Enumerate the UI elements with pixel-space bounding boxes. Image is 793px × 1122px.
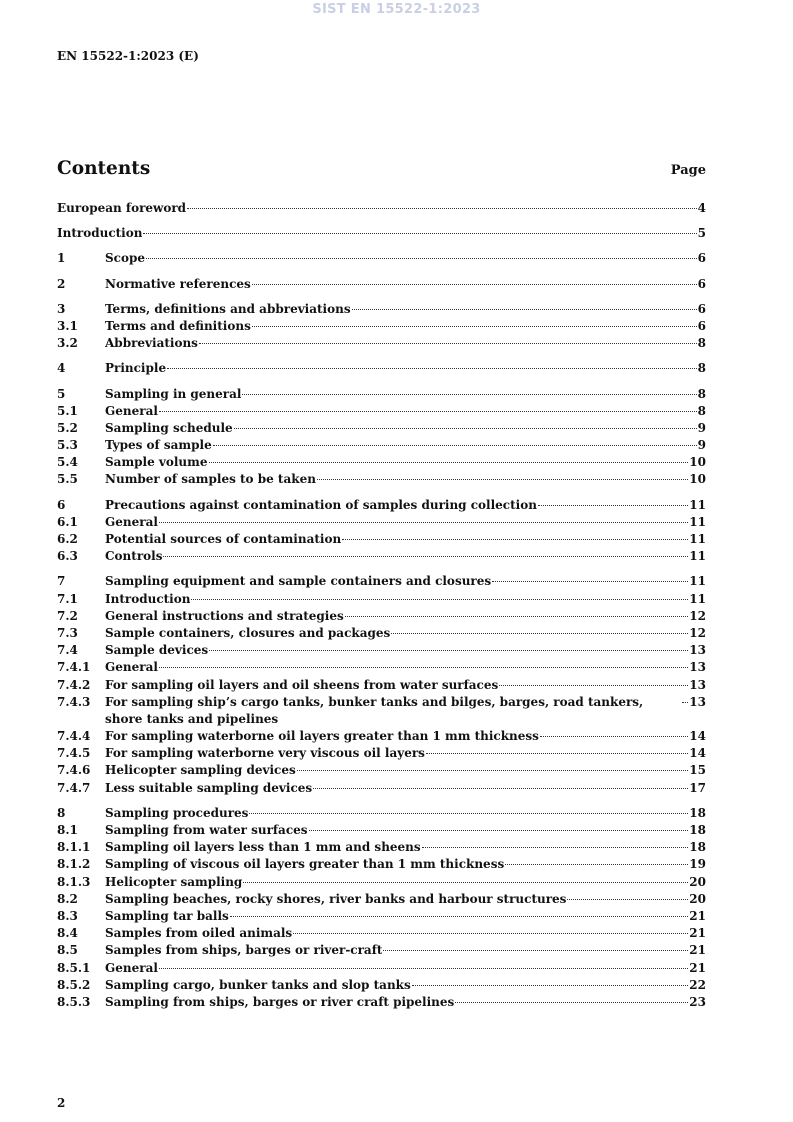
toc-dot-leader [146, 258, 697, 259]
contents-header [57, 158, 706, 184]
toc-dot-leader [426, 753, 688, 754]
toc-entry-page[interactable]: 4 [697, 201, 706, 215]
toc-entry-number: 8.3 [57, 908, 78, 923]
toc-dot-leader [252, 326, 697, 327]
toc-entry-title[interactable]: Sampling equipment and sample containers and closures [105, 574, 492, 589]
toc-entry-page[interactable]: 11 [689, 549, 706, 564]
toc-entry-title[interactable]: Helicopter sampling [105, 874, 243, 889]
toc-entry-page[interactable]: 23 [689, 994, 706, 1009]
toc-entry-page[interactable]: 6 [697, 301, 706, 316]
toc-entry-page[interactable]: 22 [689, 977, 706, 992]
toc-dot-leader [352, 309, 697, 310]
toc-entry-number: 7.2 [57, 608, 78, 623]
toc-entry-page[interactable]: 11 [689, 497, 706, 512]
toc-entry-title[interactable]: Sampling cargo, bunker tanks and slop tanks [105, 977, 411, 992]
toc-entry-number: 4 [57, 361, 66, 376]
toc-entry-number: 8.5.3 [57, 994, 91, 1009]
toc-entry-title[interactable]: Sampling oil layers less than 1 mm and sheens [105, 840, 421, 855]
toc-entry-page[interactable]: 18 [689, 840, 706, 855]
toc-entry[interactable] [57, 925, 706, 942]
toc-entry-number: 7.4.6 [57, 763, 91, 778]
toc-entry-page[interactable]: 14 [689, 729, 706, 744]
toc-entry-number: 8 [57, 805, 66, 820]
toc-entry-page[interactable]: 20 [689, 891, 706, 906]
toc-entry-page[interactable]: 18 [689, 823, 706, 838]
toc-entry-number: 6.3 [57, 549, 78, 564]
toc-entry-title[interactable]: Abbreviations [105, 336, 198, 351]
toc-dot-leader [242, 394, 696, 395]
toc-entry[interactable] [57, 822, 706, 839]
toc-dot-leader [567, 899, 688, 900]
page-number: 2 [57, 1096, 66, 1110]
toc-entry[interactable] [57, 301, 706, 318]
toc-dot-leader [345, 616, 689, 617]
toc-entry-title[interactable]: Terms and definitions [105, 318, 251, 333]
toc-entry-title[interactable]: Sampling schedule [105, 420, 233, 435]
toc-entry[interactable] [57, 994, 706, 1011]
toc-entry[interactable] [57, 548, 706, 565]
toc-entry-number: 8.1.3 [57, 874, 91, 889]
toc-dot-leader [391, 633, 688, 634]
toc-entry-title[interactable]: Sampling in general [105, 386, 242, 401]
toc-dot-leader [682, 702, 688, 703]
toc-dot-leader [209, 650, 688, 651]
toc-entry-number: 8.5 [57, 943, 78, 958]
toc-dot-leader [159, 522, 688, 523]
toc-entry-title[interactable]: General [105, 403, 158, 418]
table-of-contents [57, 200, 706, 1011]
toc-entry[interactable] [57, 403, 706, 420]
toc-entry-page[interactable]: 19 [689, 857, 706, 872]
toc-dot-leader [455, 1002, 688, 1003]
toc-entry-title[interactable]: For sampling oil layers and oil sheens from water surfaces [105, 677, 499, 692]
toc-entry-title[interactable]: Potential sources of contamination [105, 532, 342, 546]
toc-entry-page[interactable]: 8 [697, 336, 706, 351]
toc-entry[interactable] [57, 856, 706, 873]
toc-entry-page[interactable]: 6 [697, 318, 706, 333]
toc-entry-number: 7.4.1 [57, 660, 91, 675]
toc-entry-page[interactable]: 6 [697, 276, 706, 291]
toc-entry[interactable] [57, 531, 706, 548]
toc-entry-title[interactable]: Principle [105, 361, 167, 376]
toc-entry-number: 3.1 [57, 318, 78, 333]
toc-entry-page[interactable]: 10 [689, 472, 706, 487]
toc-entry[interactable] [57, 891, 706, 908]
toc-entry[interactable] [57, 514, 706, 531]
toc-entry-number: 8.1.2 [57, 857, 91, 872]
toc-dot-leader [538, 505, 688, 506]
toc-entry[interactable] [57, 762, 706, 779]
toc-entry[interactable] [57, 591, 706, 608]
toc-entry-number: 7.4.5 [57, 746, 91, 761]
toc-entry[interactable] [57, 454, 706, 471]
toc-dot-leader [234, 428, 697, 429]
toc-dot-leader [209, 462, 689, 463]
toc-entry[interactable] [57, 694, 706, 728]
toc-entry[interactable] [57, 874, 706, 891]
toc-entry-number: 2 [57, 276, 66, 291]
toc-entry[interactable] [57, 386, 706, 403]
toc-entry-page[interactable]: 6 [697, 251, 706, 266]
toc-entry-page[interactable]: 11 [689, 514, 706, 529]
toc-entry-title[interactable]: Less suitable sampling devices [105, 780, 313, 795]
toc-dot-leader [297, 770, 689, 771]
toc-entry[interactable] [57, 225, 706, 242]
toc-dot-leader [191, 599, 688, 600]
toc-entry[interactable] [57, 728, 706, 745]
toc-entry-title[interactable]: Sample containers, closures and packages [105, 625, 391, 640]
toc-entry-page[interactable]: 11 [689, 532, 706, 546]
contents-title: Contents [57, 158, 151, 179]
toc-dot-leader [293, 933, 688, 934]
toc-dot-leader [505, 864, 688, 865]
toc-entry-number: 3.2 [57, 336, 78, 351]
toc-entry[interactable] [57, 977, 706, 994]
toc-entry-title[interactable]: Sample devices [105, 643, 209, 658]
toc-entry-page[interactable]: 9 [697, 438, 706, 453]
toc-entry-title[interactable]: General [105, 514, 158, 529]
toc-entry-number: 8.5.2 [57, 977, 91, 992]
toc-entry-page[interactable]: 9 [697, 420, 706, 435]
toc-dot-leader [199, 343, 697, 344]
toc-entry-number: 7.1 [57, 591, 78, 606]
document-id: EN 15522-1:2023 (E) [57, 49, 199, 63]
toc-entry-title[interactable]: Scope [105, 251, 146, 266]
toc-entry[interactable] [57, 250, 706, 267]
toc-entry-title[interactable]: Helicopter sampling devices [105, 763, 296, 778]
toc-dot-leader [187, 208, 697, 209]
toc-entry[interactable] [57, 805, 706, 822]
toc-entry[interactable] [57, 745, 706, 762]
toc-dot-leader [159, 667, 688, 668]
toc-entry-number: 7.4.4 [57, 729, 91, 744]
toc-dot-leader [249, 813, 688, 814]
toc-entry-page[interactable]: 21 [689, 926, 706, 941]
toc-entry[interactable] [57, 318, 706, 335]
toc-entry-number: 7 [57, 574, 66, 589]
toc-entry[interactable] [57, 780, 706, 797]
toc-dot-leader [540, 736, 688, 737]
toc-entry-page[interactable]: 11 [689, 574, 706, 589]
toc-entry-title[interactable]: European foreword [57, 201, 187, 215]
toc-dot-leader [243, 882, 688, 883]
toc-entry-page[interactable]: 12 [689, 625, 706, 640]
toc-entry-page[interactable]: 5 [697, 226, 706, 241]
toc-entry-title[interactable]: Sampling tar balls [105, 908, 229, 923]
toc-entry-title[interactable]: Sampling beaches, rocky shores, river banks and harbour structures [105, 891, 567, 906]
toc-entry-page[interactable]: 17 [689, 780, 706, 795]
toc-entry-title[interactable]: Sampling from ships, barges or river craft pipelines [105, 994, 455, 1009]
toc-entry-number: 8.1.1 [57, 840, 91, 855]
toc-entry-title[interactable]: General [105, 960, 158, 975]
toc-entry-page[interactable]: 11 [689, 591, 706, 606]
toc-entry[interactable] [57, 497, 706, 514]
toc-entry-number: 6.1 [57, 514, 78, 529]
toc-dot-leader [383, 950, 688, 951]
toc-entry-title[interactable]: Controls [105, 549, 163, 564]
toc-entry-page[interactable]: 15 [689, 763, 706, 778]
toc-entry-page[interactable]: 8 [697, 361, 706, 376]
toc-entry[interactable] [57, 335, 706, 352]
toc-dot-leader [499, 685, 688, 686]
toc-entry-title[interactable]: General instructions and strategies [105, 608, 344, 623]
toc-entry-title[interactable]: For sampling waterborne very viscous oil layers [105, 746, 425, 761]
toc-entry-title[interactable]: Precautions against contamination of samples during collection [105, 497, 537, 512]
toc-entry[interactable] [57, 573, 706, 590]
toc-dot-leader [313, 788, 688, 789]
toc-entry-number: 8.1 [57, 823, 78, 838]
toc-entry-title[interactable]: Sampling of viscous oil layers greater than 1 mm thickness [105, 857, 505, 872]
toc-dot-leader [342, 539, 688, 540]
toc-entry-page[interactable]: 21 [689, 943, 706, 958]
toc-entry-title[interactable]: For sampling waterborne oil layers greater than 1 mm thickness [105, 729, 539, 744]
toc-entry-page[interactable]: 10 [689, 455, 706, 470]
toc-entry-page[interactable]: 18 [689, 805, 706, 820]
toc-entry[interactable] [57, 608, 706, 625]
page-column-label: Page [670, 163, 706, 178]
toc-entry[interactable] [57, 471, 706, 488]
toc-entry-title[interactable]: Number of samples to be taken [105, 472, 316, 487]
toc-entry-number: 5.1 [57, 403, 78, 418]
toc-entry[interactable] [57, 420, 706, 437]
toc-entry[interactable] [57, 276, 706, 293]
toc-entry-page[interactable]: 13 [689, 643, 706, 658]
toc-entry-number: 8.4 [57, 926, 78, 941]
toc-entry-page[interactable]: 12 [689, 608, 706, 623]
toc-entry-page[interactable]: 14 [689, 746, 706, 761]
toc-entry-page[interactable]: 8 [697, 403, 706, 418]
toc-entry-number: 7.4.7 [57, 780, 91, 795]
toc-entry-number: 5.5 [57, 472, 78, 487]
toc-dot-leader [167, 368, 697, 369]
toc-entry-title[interactable]: Introduction [105, 591, 191, 606]
toc-entry-number: 7.4.2 [57, 677, 91, 692]
toc-entry-page[interactable]: 21 [689, 908, 706, 923]
toc-entry-number: 6 [57, 497, 66, 512]
toc-entry[interactable] [57, 659, 706, 676]
toc-entry-page[interactable]: 21 [689, 960, 706, 975]
toc-dot-leader [422, 847, 689, 848]
toc-dot-leader [412, 985, 689, 986]
toc-entry-page[interactable]: 13 [689, 677, 706, 692]
toc-dot-leader [143, 233, 696, 234]
toc-entry-title[interactable]: Normative references [105, 276, 251, 291]
toc-entry-title[interactable]: Terms, definitions and abbreviations [105, 301, 351, 316]
watermark: SIST EN 15522-1:2023 [312, 2, 481, 17]
toc-entry-title[interactable]: Sampling from water surfaces [105, 823, 308, 838]
toc-entry-number: 6.2 [57, 532, 78, 546]
toc-entry[interactable] [57, 642, 706, 659]
toc-entry-number: 5.4 [57, 455, 78, 470]
toc-entry-number: 3 [57, 301, 66, 316]
toc-dot-leader [159, 411, 697, 412]
toc-entry-number: 8.5.1 [57, 960, 91, 975]
toc-entry-number: 1 [57, 251, 66, 266]
toc-entry-number: 7.3 [57, 625, 78, 640]
toc-entry[interactable] [57, 839, 706, 856]
toc-entry-number: 8.2 [57, 891, 78, 906]
toc-entry-number: 7.4.3 [57, 694, 91, 709]
toc-entry[interactable] [57, 908, 706, 925]
toc-dot-leader [213, 445, 697, 446]
toc-entry-title[interactable]: Samples from oiled animals [105, 926, 293, 941]
toc-entry[interactable] [57, 200, 706, 217]
toc-entry-title[interactable]: Sample volume [105, 455, 208, 470]
toc-entry-title[interactable]: Types of sample [105, 438, 212, 453]
toc-entry-number: 5.3 [57, 438, 78, 453]
toc-entry-number: 7.4 [57, 643, 78, 658]
toc-entry[interactable] [57, 942, 706, 959]
toc-dot-leader [309, 830, 689, 831]
toc-entry[interactable] [57, 437, 706, 454]
toc-entry-number: 5.2 [57, 420, 78, 435]
toc-entry[interactable] [57, 625, 706, 642]
toc-entry[interactable] [57, 360, 706, 377]
toc-dot-leader [163, 556, 688, 557]
toc-entry-page[interactable]: 8 [697, 386, 706, 401]
toc-entry-title[interactable]: For sampling ship’s cargo tanks, bunker tanks and bilges, barges, road tankers, shore tanks and pipelines [105, 694, 644, 726]
toc-entry-page[interactable]: 13 [689, 660, 706, 675]
toc-entry[interactable] [57, 960, 706, 977]
toc-dot-leader [252, 284, 697, 285]
toc-entry-title[interactable]: General [105, 660, 158, 675]
toc-entry[interactable] [57, 677, 706, 694]
toc-entry-number: 5 [57, 386, 66, 401]
toc-dot-leader [492, 581, 688, 582]
toc-entry-title[interactable]: Samples from ships, barges or river-craft [105, 943, 383, 958]
toc-entry-title[interactable]: Introduction [57, 226, 143, 241]
toc-entry-page[interactable]: 13 [689, 694, 706, 709]
toc-dot-leader [159, 968, 688, 969]
toc-dot-leader [230, 916, 689, 917]
toc-entry-page[interactable]: 20 [689, 874, 706, 889]
toc-dot-leader [317, 479, 688, 480]
toc-entry-title[interactable]: Sampling procedures [105, 805, 249, 820]
